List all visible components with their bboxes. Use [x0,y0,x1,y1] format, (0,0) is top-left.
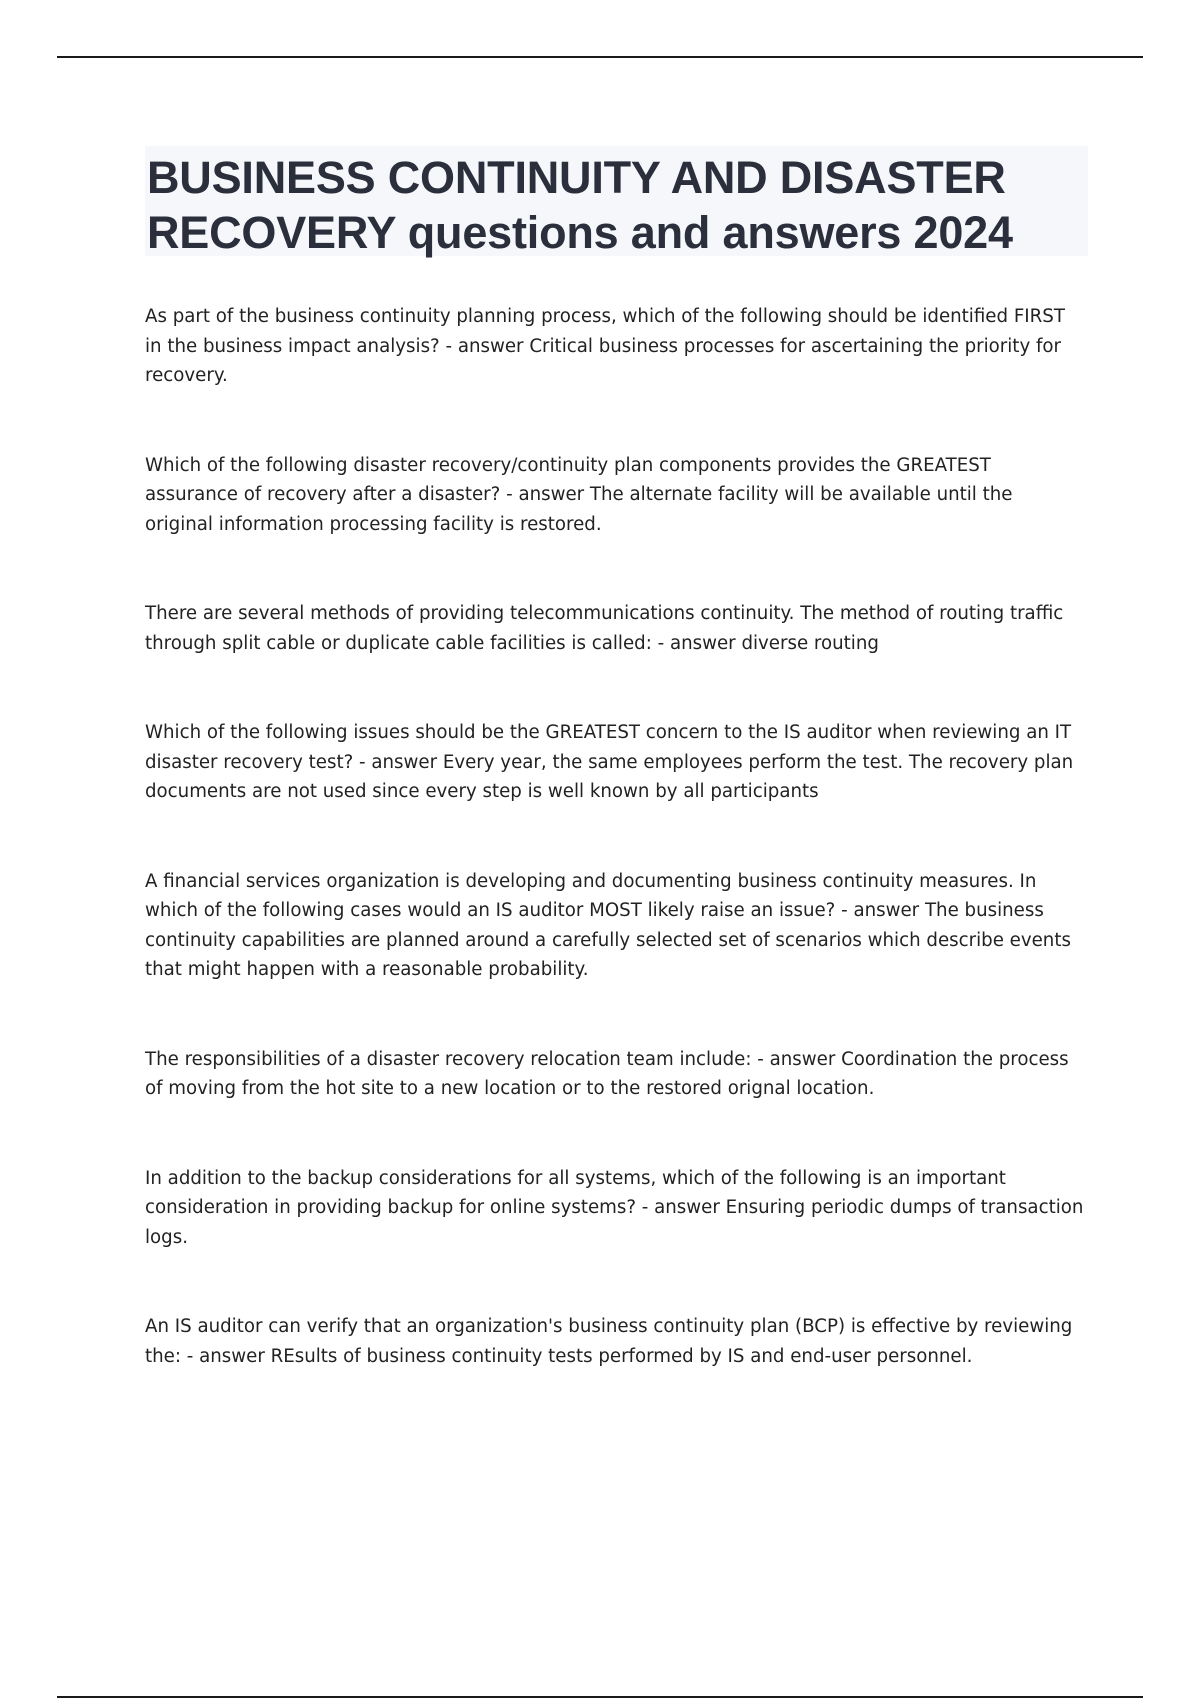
question-text: A financial services organization is developing and documenting business continuity measures. In which of the following cases would an IS auditor MOST likely raise an issue? [145,870,1037,921]
answer-separator: - answer [353,751,443,773]
qa-item [145,1164,1085,1253]
answer-separator: - answer [651,632,742,654]
answer-separator: - answer [500,484,590,505]
document-title: BUSINESS CONTINUITY AND DISASTER RECOVERY questions and answers 2024 [147,152,1013,258]
qa-item [145,1045,1085,1104]
question-text: The responsibilities of a disaster recovery relocation team include: [145,1048,752,1070]
answer-text: Critical business processes for ascertaining the priority for recovery. [145,335,1061,386]
answer-text: The business continuity capabilities are planned around a carefully selected set of scenarios which describe events that might happen with a reasonable probability. [145,900,1071,980]
qa-item [145,302,1085,391]
question-text: There are several methods of providing telecommunications continuity. The method of routing traffic through split cable or duplicate cable facilities is called: [145,603,1064,654]
document-title-block [145,146,1088,256]
qa-item [145,451,1085,540]
question-text: Which of the following disaster recovery/continuity plan components provides the GREATEST assurance of recovery after a disaster? [145,454,991,505]
question-text: As part of the business continuity planning process, which of the following should be identified FIRST in the business impact analysis? [145,306,1065,357]
question-text: In addition to the backup considerations for all systems, which of the following is an important consideration in providing backup for online systems? [145,1167,1006,1218]
qa-item [145,1312,1085,1371]
bottom-divider [57,1696,1143,1698]
answer-separator: - answer [835,900,925,921]
qa-item [145,867,1085,985]
top-divider [57,56,1143,58]
answer-text: REsults of business continuity tests performed by IS and end-user personnel. [270,1345,973,1367]
answer-text: diverse routing [741,632,879,654]
answer-separator: - answer [180,1345,271,1367]
qa-item [145,718,1085,807]
answer-text: Ensuring periodic dumps of transaction logs. [145,1197,1084,1248]
answer-separator: - answer [635,1197,726,1218]
qa-item [145,599,1085,658]
answer-separator: - answer [751,1048,842,1070]
answer-separator: - answer [439,335,530,357]
qa-list [145,302,1085,1371]
answer-text: The alternate facility will be available until the original information processing facility is restored. [145,484,1013,535]
question-text: Which of the following issues should be the GREATEST concern to the IS auditor when reviewing an IT disaster recovery test? [145,722,1072,773]
answer-text: Coordination the process of moving from the hot site to a new location or to the restored orignal location. [145,1048,1069,1099]
answer-text: Every year, the same employees perform the test. The recovery plan documents are not used since every step is well known by all participants [145,751,1074,802]
question-text: An IS auditor can verify that an organization's business continuity plan (BCP) is effective by reviewing the: [145,1316,1073,1367]
